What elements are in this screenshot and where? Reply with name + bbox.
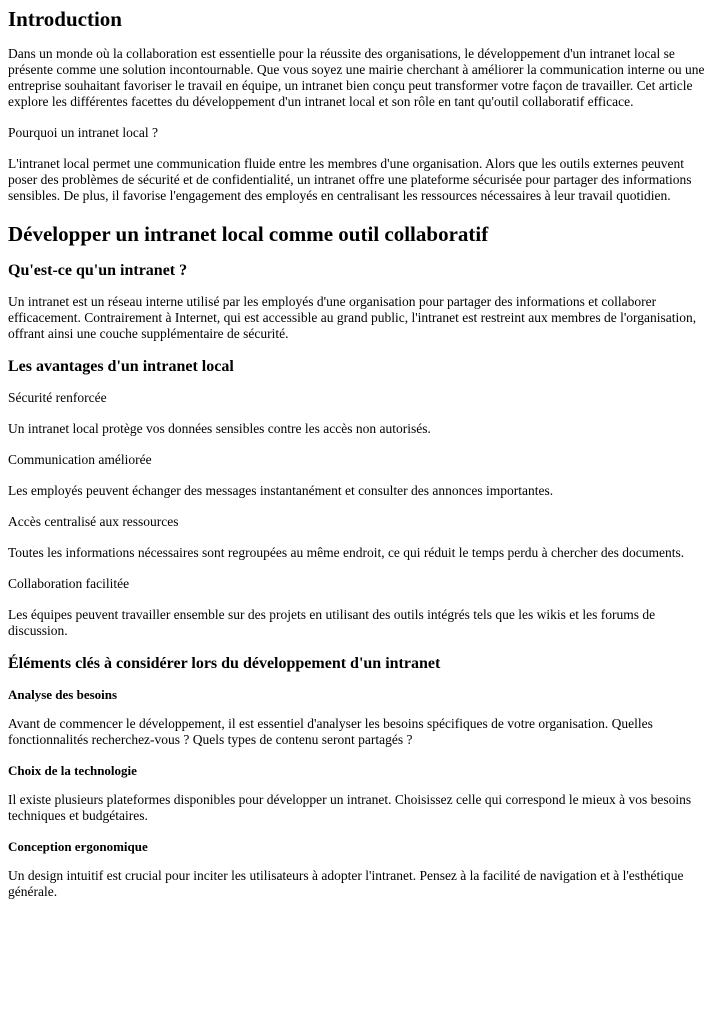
advantage-title: Collaboration facilitée	[8, 576, 130, 591]
advantage-title: Communication améliorée	[8, 452, 152, 467]
advantage-text: Un intranet local protège vos données sensibles contre les accès non autorisés.	[8, 421, 431, 436]
key-element-text: Il existe plusieurs plateformes disponibles pour développer un intranet. Choisissez celle qui correspond le mieux à vos besoins techniques et budgétaires.	[8, 792, 692, 823]
advantage-text: Les équipes peuvent travailler ensemble sur des projets en utilisant des outils intégrés tels que les wikis et les forums de discussion.	[8, 607, 656, 638]
advantage-text: Les employés peuvent échanger des messages instantanément et consulter des annonces importantes.	[8, 483, 554, 498]
key-elements-heading: Éléments clés à considérer lors du développement d'un intranet	[8, 655, 441, 672]
advantage-title: Accès centralisé aux ressources	[8, 514, 179, 529]
intro-question: Pourquoi un intranet local ?	[8, 125, 158, 140]
key-element-title: Analyse des besoins	[8, 687, 118, 702]
key-element-title: Choix de la technologie	[8, 763, 137, 778]
advantage-title: Sécurité renforcée	[8, 390, 107, 405]
key-element-title: Conception ergonomique	[8, 839, 148, 854]
key-element-text: Avant de commencer le développement, il est essentiel d'analyser les besoins spécifiques de votre organisation. Quelles fonctionnalités recherchez-vous ? Quels types de contenu seront partagés ?	[8, 716, 653, 747]
intro-paragraph: L'intranet local permet une communication fluide entre les membres d'une organisation. Alors que les outils externes peuvent poser des problèmes de sécurité et de confidentialité, un intranet offre une plateforme sécurisée pour partager des informations sensibles. De plus, il favorise l'engagement des employés en centralisant les ressources nécessaires à leur travail quotidien.	[8, 156, 692, 203]
what-is-paragraph: Un intranet est un réseau interne utilisé par les employés d'une organisation pour partager des informations et collaborer efficacement. Contrairement à Internet, qui est accessible au grand public, l'intranet est restreint aux membres de l'organisation, offrant ainsi une couche supplémentaire de sécurité.	[8, 294, 697, 341]
key-element-text: Un design intuitif est crucial pour inciter les utilisateurs à adopter l'intranet. Pensez à la facilité de navigation et à l'esthétique générale.	[8, 868, 684, 899]
advantage-text: Toutes les informations nécessaires sont regroupées au même endroit, ce qui réduit le temps perdu à chercher des documents.	[8, 545, 685, 560]
advantages-heading: Les avantages d'un intranet local	[8, 358, 234, 375]
intro-paragraph: Dans un monde où la collaboration est essentielle pour la réussite des organisations, le développement d'un intranet local se présente comme une solution incontournable. Que vous soyez une mairie cherchant à améliorer la communication interne ou une entreprise souhaitant favoriser le travail en équipe, un intranet bien conçu peut transformer votre façon de travailler. Cet article explore les différentes facettes du développement d'un intranet local et son rôle en tant qu'outil collaboratif efficace.	[8, 46, 705, 109]
intro-heading: Introduction	[8, 7, 122, 31]
main-heading: Développer un intranet local comme outil collaboratif	[8, 222, 489, 246]
what-is-heading: Qu'est-ce qu'un intranet ?	[8, 262, 188, 279]
article	[0, 7, 720, 900]
